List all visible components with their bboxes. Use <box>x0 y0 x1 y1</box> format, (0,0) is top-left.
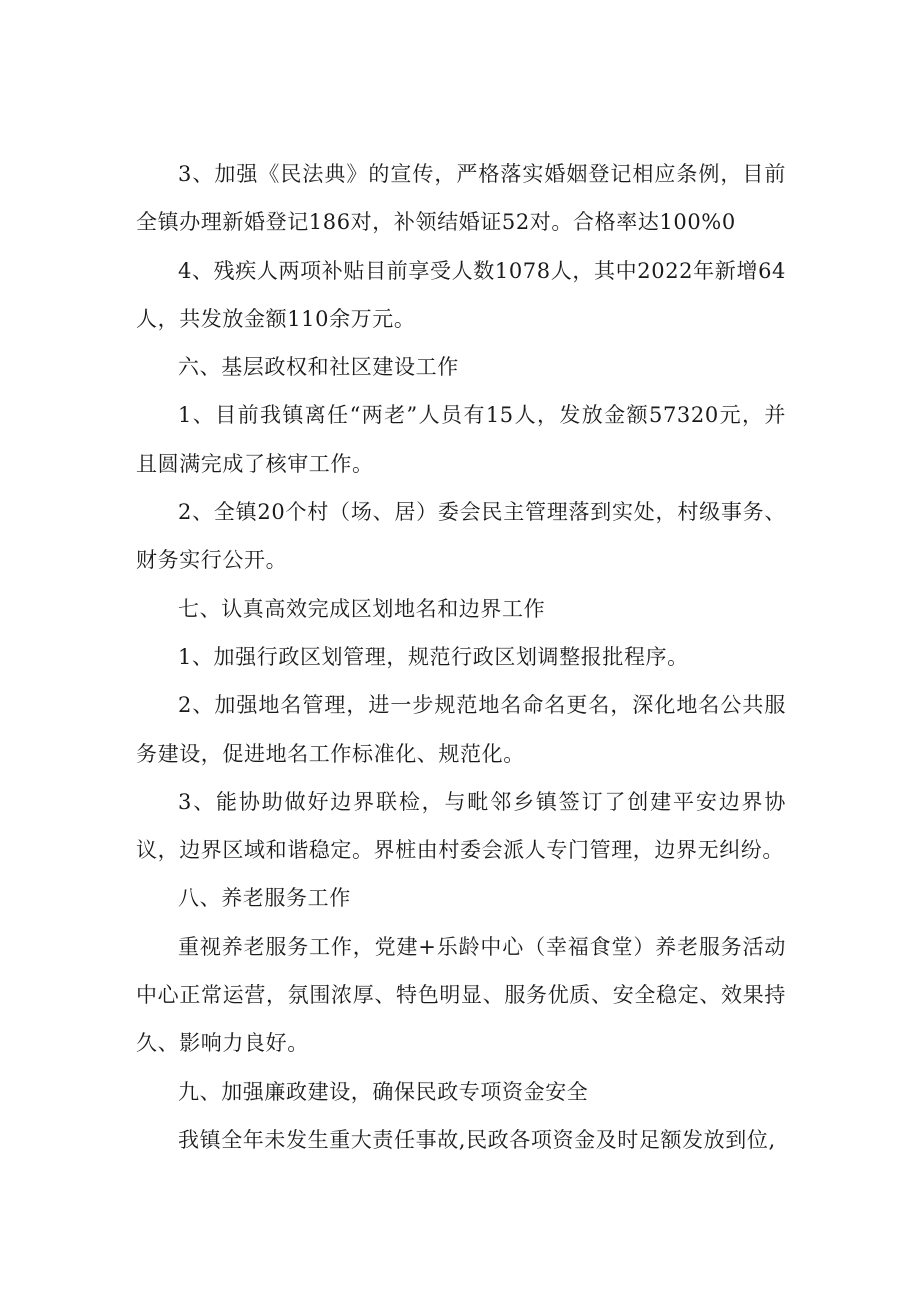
paragraph-marriage-registration: 3、加强《民法典》的宣传，严格落实婚姻登记相应条例，目前全镇办理新婚登记186对，补领结婚证52对。合格率达100%0 <box>136 162 786 235</box>
paragraph-boundary-inspection: 3、能协助做好边界联检，与毗邻乡镇签订了创建平安边界协议，边界区域和谐稳定。界桩由村委会派人专门管理，边界无纠纷。 <box>136 789 786 863</box>
paragraph-division-management: 1、加强行政区划管理，规范行政区划调整报批程序。 <box>178 644 689 669</box>
section-heading-elderly-care: 八、养老服务工作 <box>178 886 351 911</box>
paragraph-place-name-management: 2、加强地名管理，进一步规范地名命名更名，深化地名公共服务建设，促进地名工作标准化、规范化。 <box>136 693 786 766</box>
section-heading-place-names: 七、认真高效完成区划地名和边界工作 <box>178 596 546 621</box>
paragraph-elderly-care: 重视养老服务工作，党建+乐龄中心（幸福食堂）养老服务活动中心正常运营，氛围浓厚、特色明显、服务优质、安全稳定、效果持久、影响力良好。 <box>136 934 786 1056</box>
section-heading-grassroots: 六、基层政权和社区建设工作 <box>178 355 459 380</box>
paragraph-disability-subsidy: 4、残疾人两项补贴目前享受人数1078人，其中2022年新增64人，共发放金额110余万元。 <box>136 258 786 331</box>
paragraph-retired-officials: 1、目前我镇离任“两老”人员有15人，发放金额57320元，并且圆满完成了核审工作。 <box>136 403 786 476</box>
section-heading-integrity: 九、加强廉政建设，确保民政专项资金安全 <box>178 1079 589 1104</box>
document-body <box>136 150 786 1164</box>
paragraph-fund-safety: 我镇全年未发生重大责任事故,民政各项资金及时足额发放到位, <box>178 1127 776 1152</box>
paragraph-village-management: 2、全镇20个村（场、居）委会民主管理落到实处，村级事务、财务实行公开。 <box>136 500 786 573</box>
